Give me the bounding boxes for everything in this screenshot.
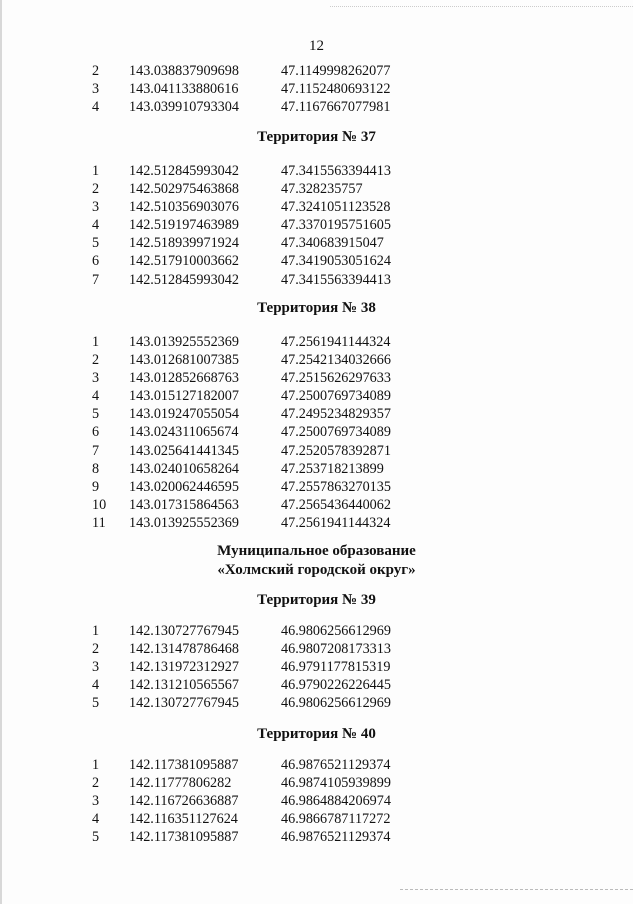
point-number: 2 xyxy=(92,641,100,658)
point-number: 2 xyxy=(92,775,100,792)
latitude-value: 47.2561941144324 xyxy=(281,334,391,350)
table-row xyxy=(0,496,633,514)
longitude-value: 143.039910793304 xyxy=(129,99,239,116)
latitude-value: 47.340683915047 xyxy=(281,235,384,252)
table-row xyxy=(0,810,633,828)
longitude-value: 142.131972312927 xyxy=(129,659,239,676)
latitude-value: 46.9806256612969 xyxy=(281,695,391,712)
territory-heading: Территория № 38 xyxy=(257,300,376,316)
longitude-value: 142.519197463989 xyxy=(129,217,239,234)
scan-bottom-edge xyxy=(400,889,633,890)
latitude-value: 47.2500769734089 xyxy=(281,424,391,441)
point-number: 7 xyxy=(92,271,100,288)
longitude-value: 142.517910003662 xyxy=(129,253,239,270)
territory-heading: Территория № 39 xyxy=(257,592,376,608)
latitude-value: 47.2515626297633 xyxy=(281,370,391,387)
point-number: 3 xyxy=(92,199,100,216)
latitude-value: 47.3241051123528 xyxy=(281,199,391,216)
longitude-value: 142.116726636887 xyxy=(129,793,239,810)
table-row xyxy=(0,369,633,387)
table-row xyxy=(0,658,633,676)
table-row xyxy=(0,98,633,116)
table-row xyxy=(0,774,633,792)
table-row xyxy=(0,80,633,98)
latitude-value: 47.328235757 xyxy=(281,181,363,198)
table-row xyxy=(0,756,633,774)
point-number: 1 xyxy=(92,163,100,179)
coordinate-table xyxy=(0,756,633,846)
longitude-value: 143.024311065674 xyxy=(129,424,239,441)
longitude-value: 143.013925552369 xyxy=(129,514,239,531)
longitude-value: 142.130727767945 xyxy=(129,623,239,639)
point-number: 9 xyxy=(92,478,100,495)
table-row xyxy=(0,180,633,198)
latitude-value: 47.3415563394413 xyxy=(281,163,391,179)
point-number: 6 xyxy=(92,424,100,441)
longitude-value: 142.130727767945 xyxy=(129,695,239,712)
table-row xyxy=(0,478,633,496)
point-number: 3 xyxy=(92,81,100,98)
table-row xyxy=(0,351,633,369)
latitude-value: 47.2561941144324 xyxy=(281,514,391,531)
longitude-value: 143.041133880616 xyxy=(129,81,239,98)
point-number: 4 xyxy=(92,811,100,828)
table-row xyxy=(0,405,633,423)
longitude-value: 142.512845993042 xyxy=(129,163,239,179)
point-number: 7 xyxy=(92,442,100,459)
latitude-value: 47.1152480693122 xyxy=(281,81,391,98)
longitude-value: 143.025641441345 xyxy=(129,442,239,459)
page-number: 12 xyxy=(309,38,324,54)
table-row xyxy=(0,442,633,460)
table-row xyxy=(0,622,633,640)
latitude-value: 47.2542134032666 xyxy=(281,352,391,369)
scan-top-edge xyxy=(330,6,633,7)
municipality-name: «Холмский городской округ» xyxy=(217,562,416,578)
latitude-value: 47.253718213899 xyxy=(281,460,384,477)
point-number: 3 xyxy=(92,659,100,676)
latitude-value: 46.9791177815319 xyxy=(281,659,391,676)
latitude-value: 47.2520578392871 xyxy=(281,442,391,459)
point-number: 5 xyxy=(92,695,100,712)
longitude-value: 142.117381095887 xyxy=(129,757,239,773)
table-row xyxy=(0,252,633,270)
longitude-value: 142.131210565567 xyxy=(129,677,239,694)
table-row xyxy=(0,694,633,712)
point-number: 1 xyxy=(92,757,100,773)
longitude-value: 143.024010658264 xyxy=(129,460,239,477)
table-row xyxy=(0,514,633,532)
longitude-value: 143.017315864563 xyxy=(129,496,239,513)
latitude-value: 47.2495234829357 xyxy=(281,406,391,423)
coordinate-table xyxy=(0,622,633,712)
longitude-value: 142.117381095887 xyxy=(129,829,239,846)
table-row xyxy=(0,676,633,694)
point-number: 2 xyxy=(92,352,100,369)
point-number: 4 xyxy=(92,677,100,694)
latitude-value: 47.2565436440062 xyxy=(281,496,391,513)
latitude-value: 46.9864884206974 xyxy=(281,793,391,810)
municipality-title: Муниципальное образование xyxy=(217,543,416,559)
table-row xyxy=(0,198,633,216)
latitude-value: 46.9866787117272 xyxy=(281,811,391,828)
longitude-value: 143.038837909698 xyxy=(129,63,239,79)
latitude-value: 46.9874105939899 xyxy=(281,775,391,792)
longitude-value: 142.518939971924 xyxy=(129,235,239,252)
point-number: 5 xyxy=(92,406,100,423)
longitude-value: 142.11777806282 xyxy=(129,775,232,792)
table-row xyxy=(0,387,633,405)
territory-heading: Территория № 37 xyxy=(257,129,376,145)
point-number: 10 xyxy=(92,496,107,513)
longitude-value: 143.013925552369 xyxy=(129,334,239,350)
latitude-value: 46.9807208173313 xyxy=(281,641,391,658)
coordinate-table xyxy=(0,333,633,532)
table-row xyxy=(0,162,633,180)
latitude-value: 47.1167667077981 xyxy=(281,99,391,116)
longitude-value: 143.020062446595 xyxy=(129,478,239,495)
point-number: 1 xyxy=(92,623,100,639)
point-number: 5 xyxy=(92,235,100,252)
table-row xyxy=(0,828,633,846)
point-number: 2 xyxy=(92,181,100,198)
point-number: 4 xyxy=(92,217,100,234)
table-row xyxy=(0,792,633,810)
latitude-value: 47.3415563394413 xyxy=(281,271,391,288)
table-row xyxy=(0,423,633,441)
point-number: 1 xyxy=(92,334,100,350)
coordinate-table xyxy=(0,62,633,116)
longitude-value: 143.015127182007 xyxy=(129,388,239,405)
latitude-value: 47.3419053051624 xyxy=(281,253,391,270)
coordinate-table xyxy=(0,162,633,289)
table-row xyxy=(0,460,633,478)
latitude-value: 47.1149998262077 xyxy=(281,63,391,79)
longitude-value: 143.012681007385 xyxy=(129,352,239,369)
point-number: 4 xyxy=(92,99,100,116)
table-row xyxy=(0,271,633,289)
longitude-value: 143.012852668763 xyxy=(129,370,239,387)
table-row xyxy=(0,333,633,351)
latitude-value: 47.2500769734089 xyxy=(281,388,391,405)
latitude-value: 46.9876521129374 xyxy=(281,757,391,773)
longitude-value: 143.019247055054 xyxy=(129,406,239,423)
point-number: 3 xyxy=(92,793,100,810)
point-number: 11 xyxy=(92,514,106,531)
latitude-value: 46.9790226226445 xyxy=(281,677,391,694)
table-row xyxy=(0,216,633,234)
longitude-value: 142.502975463868 xyxy=(129,181,239,198)
point-number: 5 xyxy=(92,829,100,846)
point-number: 2 xyxy=(92,63,100,79)
point-number: 6 xyxy=(92,253,100,270)
table-row xyxy=(0,62,633,80)
latitude-value: 46.9806256612969 xyxy=(281,623,391,639)
table-row xyxy=(0,640,633,658)
point-number: 4 xyxy=(92,388,100,405)
latitude-value: 47.3370195751605 xyxy=(281,217,391,234)
latitude-value: 47.2557863270135 xyxy=(281,478,391,495)
point-number: 8 xyxy=(92,460,100,477)
longitude-value: 142.510356903076 xyxy=(129,199,239,216)
territory-heading: Территория № 40 xyxy=(257,726,376,742)
longitude-value: 142.512845993042 xyxy=(129,271,239,288)
point-number: 3 xyxy=(92,370,100,387)
latitude-value: 46.9876521129374 xyxy=(281,829,391,846)
table-row xyxy=(0,234,633,252)
longitude-value: 142.131478786468 xyxy=(129,641,239,658)
longitude-value: 142.116351127624 xyxy=(129,811,238,828)
